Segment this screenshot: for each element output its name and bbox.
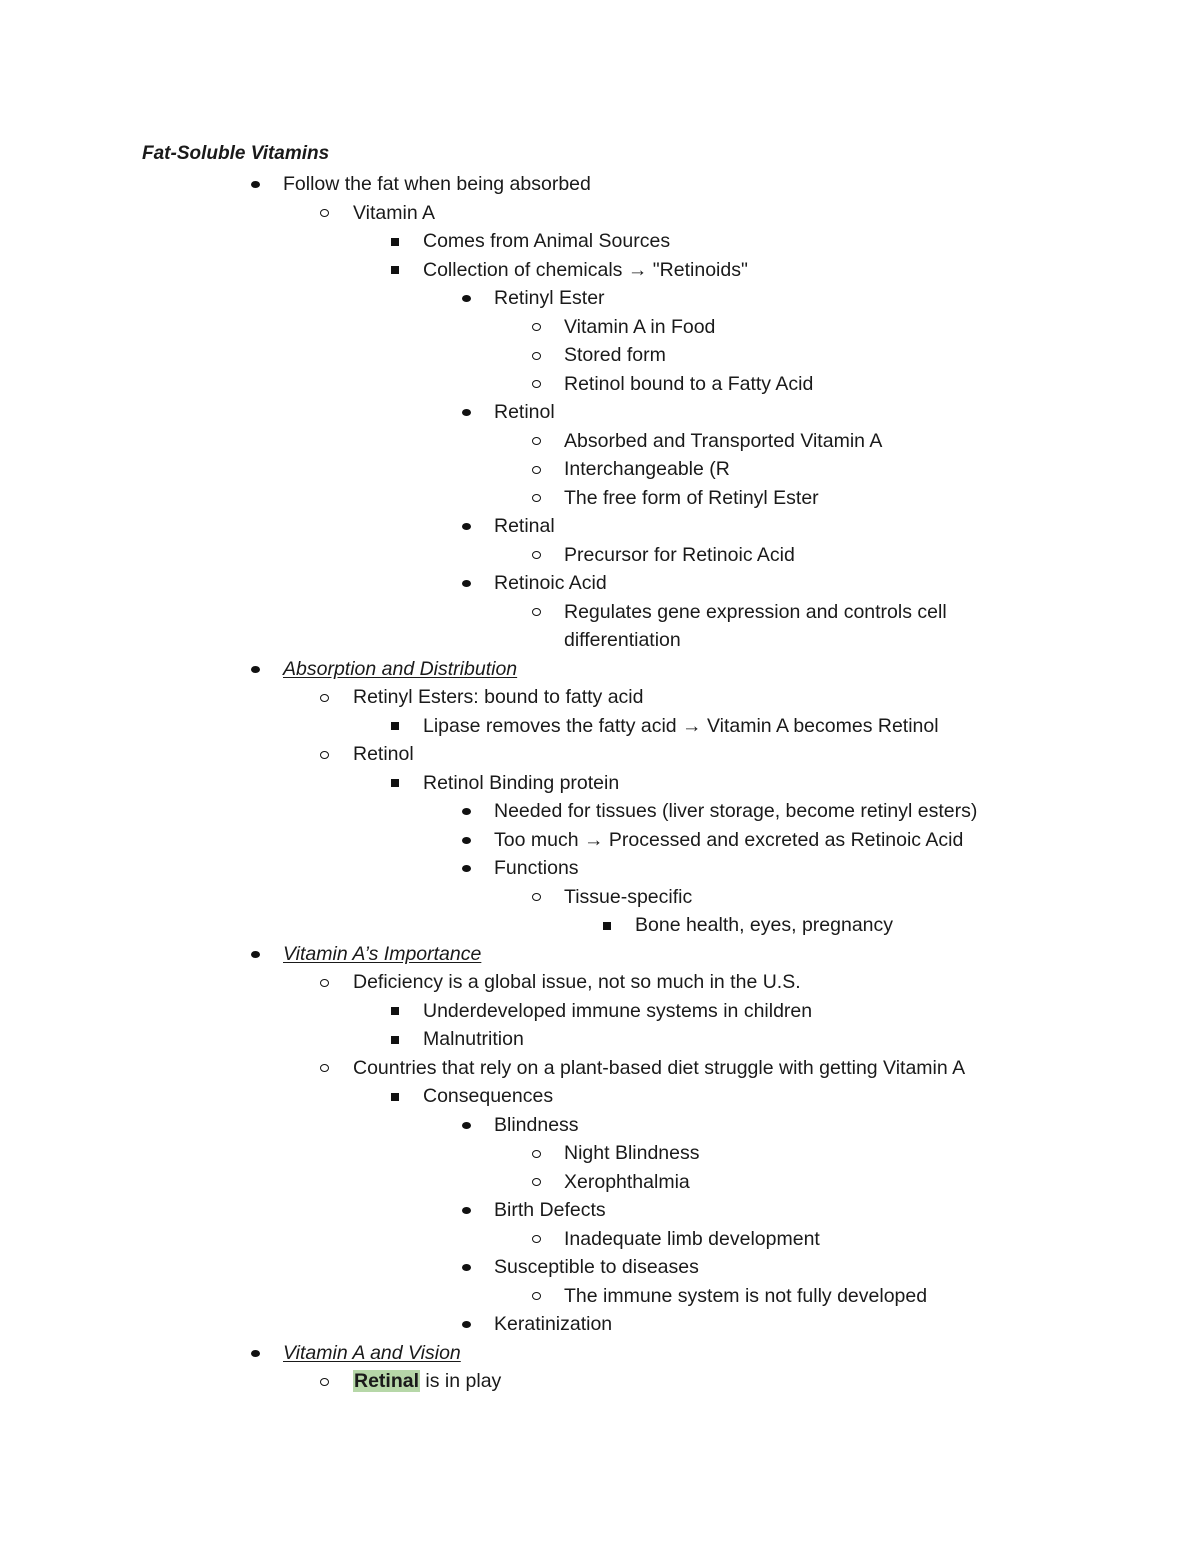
list-item-text: Retinyl Ester bbox=[494, 287, 605, 309]
circle-bullet-icon bbox=[529, 313, 543, 342]
disc-bullet-icon bbox=[459, 1310, 473, 1339]
list-item-text: Needed for tissues (liver storage, become retinyl esters) bbox=[494, 800, 978, 822]
disc-bullet-icon bbox=[248, 655, 262, 684]
list-item bbox=[0, 826, 1200, 855]
list-item bbox=[0, 598, 1200, 627]
list-item bbox=[0, 1225, 1200, 1254]
list-item-text: Collection of chemicals → "Retinoids" bbox=[423, 258, 748, 281]
list-item bbox=[0, 227, 1200, 256]
list-item bbox=[0, 1025, 1200, 1054]
list-item-text: Retinol bound to a Fatty Acid bbox=[564, 372, 814, 395]
square-bullet-icon bbox=[388, 227, 402, 256]
list-item bbox=[0, 683, 1200, 712]
list-item bbox=[0, 968, 1200, 997]
list-item bbox=[0, 569, 1200, 598]
list-item-text: Countries that rely on a plant-based diet struggle with getting Vitamin A bbox=[353, 1056, 966, 1079]
list-item-text: Vitamin A bbox=[353, 201, 436, 224]
list-item-text: Retinol bbox=[494, 401, 555, 423]
list-item-text: Susceptible to diseases bbox=[494, 1256, 699, 1278]
list-item-text: Consequences bbox=[423, 1085, 554, 1107]
circle-bullet-icon bbox=[529, 1139, 543, 1168]
list-item-text: Follow the fat when being absorbed bbox=[283, 173, 591, 195]
list-item bbox=[0, 712, 1200, 741]
page-title: Fat-Soluble Vitamins bbox=[142, 143, 330, 164]
circle-bullet-icon bbox=[317, 1054, 331, 1083]
circle-bullet-icon bbox=[529, 341, 543, 370]
list-item-text: Stored form bbox=[564, 344, 666, 366]
list-item bbox=[0, 1168, 1200, 1197]
list-item bbox=[0, 370, 1200, 399]
list-item bbox=[0, 626, 1200, 655]
circle-bullet-icon bbox=[317, 968, 331, 997]
list-item-text: Retinol bbox=[353, 743, 414, 765]
list-item-text: Lipase removes the fatty acid → Vitamin A becomes Retinol bbox=[423, 714, 939, 737]
list-item bbox=[0, 940, 1200, 969]
highlighted-term: Retinal bbox=[354, 1370, 420, 1392]
disc-bullet-icon bbox=[459, 826, 473, 855]
disc-bullet-icon bbox=[459, 1111, 473, 1140]
list-item bbox=[0, 455, 1200, 484]
list-item bbox=[0, 1282, 1200, 1311]
disc-bullet-icon bbox=[459, 512, 473, 541]
list-item-text: Retinoic Acid bbox=[494, 572, 607, 594]
disc-bullet-icon bbox=[459, 284, 473, 313]
list-item-text: The free form of Retinyl Ester bbox=[564, 486, 819, 509]
list-item bbox=[0, 1082, 1200, 1111]
list-item bbox=[0, 769, 1200, 798]
circle-bullet-icon bbox=[529, 484, 543, 513]
square-bullet-icon bbox=[388, 997, 402, 1026]
list-item bbox=[0, 284, 1200, 313]
square-bullet-icon bbox=[388, 1025, 402, 1054]
list-item bbox=[0, 427, 1200, 456]
section-heading: Absorption and Distribution bbox=[283, 657, 518, 680]
circle-bullet-icon bbox=[529, 370, 543, 399]
circle-bullet-icon bbox=[529, 1225, 543, 1254]
list-item bbox=[0, 1196, 1200, 1225]
list-item-text: Absorbed and Transported Vitamin A bbox=[564, 429, 883, 452]
square-bullet-icon bbox=[388, 712, 402, 741]
disc-bullet-icon bbox=[459, 854, 473, 883]
square-bullet-icon bbox=[388, 256, 402, 285]
list-item bbox=[0, 398, 1200, 427]
list-item-text: Retinol Binding protein bbox=[423, 771, 620, 794]
list-item bbox=[0, 655, 1200, 684]
disc-bullet-icon bbox=[248, 940, 262, 969]
section-heading: Vitamin A and Vision bbox=[283, 1341, 461, 1364]
list-item-text: Vitamin A in Food bbox=[564, 315, 716, 338]
list-item bbox=[0, 1339, 1200, 1368]
list-item-text: Keratinization bbox=[494, 1313, 613, 1335]
list-item bbox=[0, 740, 1200, 769]
circle-bullet-icon bbox=[529, 1282, 543, 1311]
list-item bbox=[0, 541, 1200, 570]
list-item-text: Precursor for Retinoic Acid bbox=[564, 543, 795, 566]
disc-bullet-icon bbox=[459, 569, 473, 598]
list-item-text: Underdeveloped immune systems in children bbox=[423, 999, 813, 1022]
list-item bbox=[0, 1054, 1200, 1083]
list-item-text: differentiation bbox=[564, 629, 681, 651]
list-item bbox=[0, 911, 1200, 940]
square-bullet-icon bbox=[600, 911, 614, 940]
square-bullet-icon bbox=[388, 769, 402, 798]
list-item bbox=[0, 341, 1200, 370]
section-heading: Vitamin A’s Importance bbox=[283, 942, 482, 965]
circle-bullet-icon bbox=[317, 740, 331, 769]
list-item-text: Xerophthalmia bbox=[564, 1170, 690, 1193]
list-item-text: Blindness bbox=[494, 1113, 579, 1136]
disc-bullet-icon bbox=[248, 170, 262, 199]
list-item-text: Retinal bbox=[494, 515, 555, 537]
disc-bullet-icon bbox=[459, 1253, 473, 1282]
bullet-outline bbox=[0, 170, 1200, 1396]
circle-bullet-icon bbox=[529, 883, 543, 912]
list-item-text: Too much → Processed and excreted as Retinoic Acid bbox=[494, 828, 964, 851]
list-item bbox=[0, 484, 1200, 513]
list-item-text: Functions bbox=[494, 857, 579, 879]
disc-bullet-icon bbox=[459, 797, 473, 826]
circle-bullet-icon bbox=[317, 1367, 331, 1396]
list-item-text: Retinyl Esters: bound to fatty acid bbox=[353, 686, 644, 708]
list-item bbox=[0, 854, 1200, 883]
list-item bbox=[0, 313, 1200, 342]
circle-bullet-icon bbox=[317, 683, 331, 712]
list-item bbox=[0, 199, 1200, 228]
list-item bbox=[0, 1253, 1200, 1282]
disc-bullet-icon bbox=[248, 1339, 262, 1368]
list-item-text: Malnutrition bbox=[423, 1028, 524, 1050]
square-bullet-icon bbox=[388, 1082, 402, 1111]
list-item bbox=[0, 256, 1200, 285]
list-item-text: Inadequate limb development bbox=[564, 1227, 820, 1250]
disc-bullet-icon bbox=[459, 1196, 473, 1225]
list-item-text: Comes from Animal Sources bbox=[423, 230, 671, 252]
list-item bbox=[0, 797, 1200, 826]
circle-bullet-icon bbox=[529, 541, 543, 570]
list-item bbox=[0, 1310, 1200, 1339]
list-item-text: Deficiency is a global issue, not so much in the U.S. bbox=[353, 971, 801, 993]
list-item bbox=[0, 512, 1200, 541]
list-item bbox=[0, 1139, 1200, 1168]
list-item bbox=[0, 997, 1200, 1026]
list-item-text: Night Blindness bbox=[564, 1142, 700, 1164]
list-item-text bbox=[353, 1367, 501, 1396]
list-item-text: Tissue-specific bbox=[564, 885, 693, 908]
list-item bbox=[0, 883, 1200, 912]
disc-bullet-icon bbox=[459, 398, 473, 427]
list-item-text: Regulates gene expression and controls cell bbox=[564, 600, 947, 623]
circle-bullet-icon bbox=[317, 199, 331, 228]
circle-bullet-icon bbox=[529, 1168, 543, 1197]
list-item-text: Interchangeable (R bbox=[564, 458, 730, 480]
list-item-text: Birth Defects bbox=[494, 1199, 606, 1221]
list-item bbox=[0, 1367, 1200, 1396]
circle-bullet-icon bbox=[529, 598, 543, 627]
list-item bbox=[0, 170, 1200, 199]
list-item-text: The immune system is not fully developed bbox=[564, 1284, 928, 1307]
circle-bullet-icon bbox=[529, 427, 543, 456]
list-item-text: Bone health, eyes, pregnancy bbox=[635, 914, 894, 936]
list-item bbox=[0, 1111, 1200, 1140]
circle-bullet-icon bbox=[529, 455, 543, 484]
list-item-text-rest: is in play bbox=[420, 1370, 502, 1392]
